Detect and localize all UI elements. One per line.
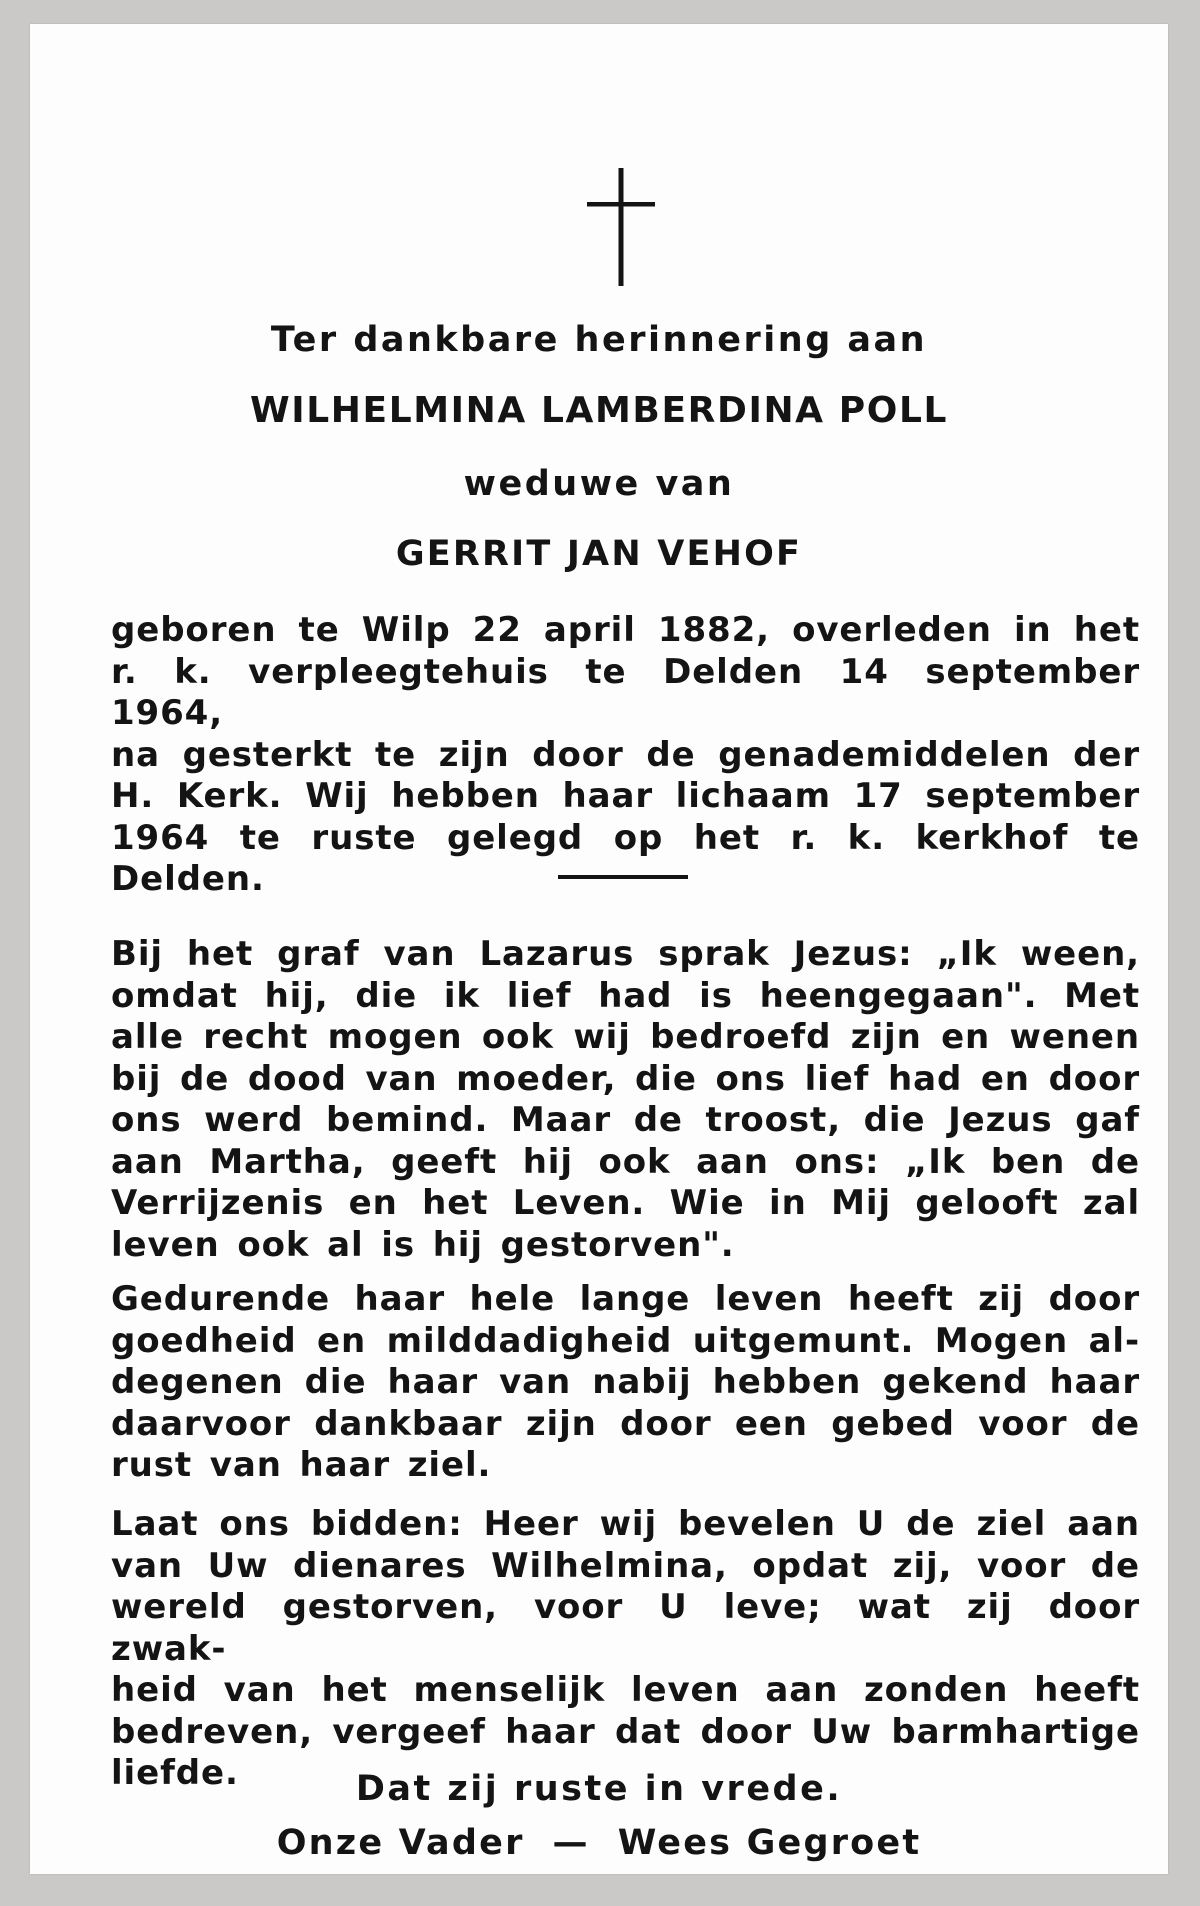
prayer-line: bedreven, vergeef haar dat door Uw barmhartige: [111, 1711, 1140, 1752]
prayer-line: van Uw dienares Wilhelmina, opdat zij, voor de: [111, 1545, 1140, 1586]
prayer-paragraph: [111, 1504, 1140, 1795]
prayer-separator: —: [552, 1823, 590, 1863]
prayer-hail-mary: Wees Gegroet: [617, 1823, 922, 1863]
scripture-line: omdat hij, die ik lief had is heengegaan". Met: [111, 975, 1140, 1016]
tribute-line: goedheid en milddadigheid uitgemunt. Mogen al-: [111, 1320, 1140, 1361]
tribute-line: rust van haar ziel.: [111, 1445, 492, 1485]
prayer-line: Laat ons bidden: Heer wij bevelen U de ziel aan: [111, 1504, 1140, 1544]
tribute-paragraph: [111, 1279, 1140, 1487]
tribute-line: daarvoor dankbaar zijn door een gebed voor de: [111, 1403, 1140, 1444]
scripture-line: aan Martha, geeft hij ook aan ons: „Ik ben de: [111, 1141, 1140, 1182]
deceased-name: WILHELMINA LAMBERDINA POLL: [249, 390, 949, 431]
husband-name: GERRIT JAN VEHOF: [395, 534, 803, 574]
scripture-line: ons werd bemind. Maar de troost, die Jezus gaf: [111, 1100, 1140, 1140]
scripture-line: Verrijzenis en het Leven. Wie in Mij gelooft zal: [111, 1183, 1140, 1223]
scripture-paragraph: [111, 934, 1140, 1266]
tribute-line: degenen die haar van nabij hebben gekend haar: [111, 1362, 1140, 1402]
cross-icon: [587, 168, 655, 286]
scripture-line: leven ook al is hij gestorven".: [111, 1224, 735, 1265]
widow-of-line: weduwe van: [463, 464, 735, 504]
prayers-line: [30, 1823, 1168, 1863]
biography-paragraph: [111, 610, 1140, 901]
closing-line: Dat zij ruste in vrede.: [355, 1769, 843, 1809]
divider: [558, 875, 688, 879]
biography-line: H. Kerk. Wij hebben haar lichaam 17 september: [111, 776, 1140, 816]
tribute-line: Gedurende haar hele lange leven heeft zij door: [111, 1279, 1140, 1319]
biography-line: na gesterkt te zijn door de genademiddelen der: [111, 734, 1140, 775]
biography-line: r. k. verpleegtehuis te Delden 14 september 1964,: [111, 651, 1140, 733]
intro-line: Ter dankbare herinnering aan: [270, 320, 928, 360]
scripture-line: Bij het graf van Lazarus sprak Jezus: „Ik ween,: [111, 934, 1140, 974]
biography-line: 1964 te ruste gelegd op het r. k. kerkhof te Delden.: [111, 817, 1140, 899]
prayer-line: liefde.: [111, 1753, 239, 1793]
prayer-our-father: Onze Vader: [276, 1823, 525, 1863]
scripture-line: alle recht mogen ook wij bedroefd zijn en wenen: [111, 1017, 1140, 1057]
prayer-line: heid van het menselijk leven aan zonden heeft: [111, 1670, 1140, 1710]
scripture-line: bij de dood van moeder, die ons lief had en door: [111, 1058, 1140, 1099]
memorial-card: [30, 24, 1168, 1874]
biography-line: geboren te Wilp 22 april 1882, overleden in het: [111, 610, 1140, 650]
prayer-line: wereld gestorven, voor U leve; wat zij door zwak-: [111, 1587, 1140, 1669]
